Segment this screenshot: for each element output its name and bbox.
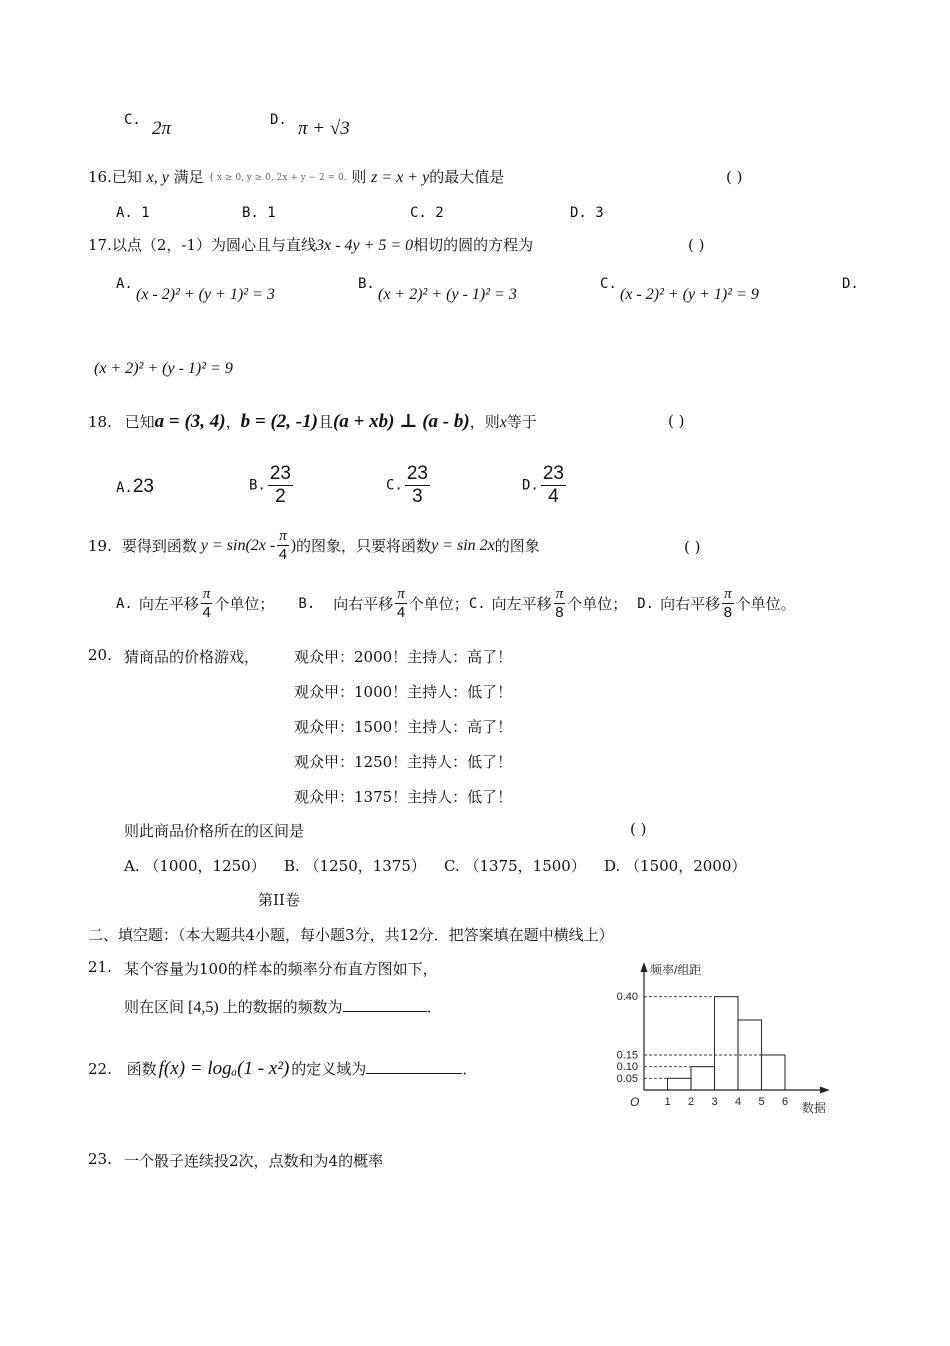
q18-x: x: [499, 414, 507, 431]
q18-label-b: B.: [249, 477, 266, 494]
q19-dir-d: 向右平移: [660, 595, 721, 613]
q17-label-a: A.: [116, 276, 133, 292]
q19-pi: π: [279, 528, 287, 544]
q19-number: 19.: [88, 536, 112, 555]
q19-label-b: B.: [298, 595, 316, 612]
q19-frac-c: [554, 586, 566, 621]
x-axis-arrow: [820, 1087, 830, 1094]
x-tick-label: 2: [687, 1096, 695, 1108]
q17-eq-d: (x + 2)² + (y - 1)² = 9: [94, 360, 233, 377]
q19-label-c: C.: [468, 595, 486, 612]
y-tick-label: 0.05: [616, 1072, 638, 1085]
y-tick-label: 0.15: [616, 1049, 638, 1062]
q23-text: 一个骰子连续投2次，点数和为4的概率: [124, 1152, 384, 1170]
q17-eq-b: (x + 2)² + (y - 1)² = 3: [378, 286, 517, 303]
q21-number: 21.: [88, 958, 112, 976]
q17-eq-a: (x - 2)² + (y + 1)² = 3: [136, 286, 275, 303]
q22-period: ．: [462, 1060, 478, 1078]
q22-line: [88, 1058, 477, 1080]
q21-line2-pre: 则在区间: [124, 998, 185, 1016]
q18-fraction-b: [268, 463, 293, 508]
q16-vars: x, y: [146, 169, 169, 186]
q19-dir-a: 向左平移: [138, 595, 199, 613]
q22-post: 的定义域为: [291, 1060, 367, 1078]
q20-number: 20.: [88, 646, 112, 664]
q18-option-d: [522, 463, 568, 508]
q17-stem-pre: 以点（2，-1）为圆心且与直线: [111, 236, 317, 254]
q18-paren: ( ): [668, 412, 685, 430]
q18-b-vec: b = (2, -1): [240, 411, 318, 432]
q18-condition: (a + xb) ⊥ (a - b): [332, 411, 470, 432]
x-tick-label: 5: [758, 1096, 765, 1108]
q20-paren: ( ): [630, 820, 647, 838]
q19-stem-pre: 要得到函数: [121, 537, 197, 555]
q19-den-a: 4: [202, 604, 211, 621]
q16-stem-then: 则: [351, 168, 367, 186]
q19-paren: ( ): [684, 538, 701, 556]
x-tick-label: 4: [734, 1096, 742, 1108]
q16-constraints: { x ≥ 0, y ≥ 0, 2x + y − 2 = 0.: [208, 173, 347, 183]
q18-post: 等于: [506, 413, 537, 431]
q20-dialog-5: 观众甲：1375！主持人：低了！: [294, 788, 513, 806]
q16-option-b: B. 1: [242, 205, 276, 221]
q19-unit-c: 个单位；: [567, 595, 628, 613]
x-tick-label: 6: [781, 1096, 789, 1108]
q18-numerator-c: 23: [406, 463, 428, 484]
q21-interval: [4,5): [188, 999, 219, 1016]
q19-frac-b: [395, 586, 407, 621]
q17-label-b: B.: [358, 276, 375, 292]
q18-numerator-b: 23: [269, 463, 291, 484]
q19-unit-d: 个单位。: [735, 595, 796, 613]
q19-frac-d: [722, 586, 734, 621]
q19-den-b: 4: [396, 604, 406, 621]
q19-stem: [88, 528, 540, 563]
q16-option-c: C. 2: [410, 205, 444, 221]
q20-option-c: C. （1375，1500）: [444, 857, 586, 875]
q18-option-a: [116, 476, 154, 498]
x-tick-label: 3: [711, 1096, 718, 1108]
q16-stem: [88, 166, 504, 187]
q21-line2: [124, 996, 442, 1017]
q23-number: 23.: [88, 1150, 112, 1168]
q18-label-c: C.: [386, 477, 403, 494]
q21-period: ．: [426, 998, 442, 1016]
q20-stem: 猜商品的价格游戏，: [124, 648, 260, 666]
q16-option-a: A. 1: [116, 205, 150, 221]
q20-option-d: D. （1500，2000）: [604, 857, 747, 875]
q20-dialog-2: 观众甲：1000！主持人：低了！: [294, 683, 513, 701]
q15-c-label: C.: [124, 112, 141, 128]
q17-stem-post: 相切的圆的方程为: [413, 236, 534, 254]
q18-denominator-c: 3: [412, 486, 423, 507]
q16-stem-post: 的最大值是: [429, 168, 505, 186]
q17-eq-c: (x - 2)² + (y + 1)² = 9: [620, 286, 759, 303]
q18-a-vec: a = (3, 4): [154, 411, 226, 432]
q20-question: 则此商品价格所在的区间是: [124, 822, 305, 840]
frequency-histogram: [600, 960, 850, 1130]
q18-fraction-c: [405, 463, 430, 508]
q20-option-a: A. （1000，1250）: [124, 857, 266, 875]
q18-value-a: 23: [132, 476, 154, 497]
q20-option-b: B. （1250，1375）: [284, 857, 426, 875]
q19-stem-mid: 的图象，只要将函数: [296, 537, 432, 555]
q16-stem-pre: 已知: [111, 168, 142, 186]
q18-denominator-b: 2: [275, 486, 286, 507]
q19-label-a: A.: [116, 595, 133, 612]
q18-then: ，则: [469, 413, 500, 431]
histogram-bar: [762, 1055, 786, 1090]
y-tick-label: 0.40: [616, 991, 638, 1004]
q19-dir-c: 向左平移: [491, 595, 552, 613]
q22-number: 22.: [88, 1060, 112, 1078]
q19-den-c: 8: [555, 604, 564, 621]
q19-stem-post: 的图象: [494, 537, 540, 555]
q19-label-d: D.: [637, 595, 655, 612]
q17-paren: ( ): [688, 236, 705, 254]
histogram-bar: [715, 997, 739, 1090]
q22-pre: 函数: [126, 1060, 157, 1078]
q17-label-d: D.: [842, 276, 859, 292]
q16-paren: ( ): [726, 168, 743, 186]
q18-number: 18.: [88, 413, 112, 431]
origin-label: O: [630, 1095, 640, 1109]
x-axis-label: 数据: [801, 1101, 826, 1115]
q19-fn2: y = sin 2x: [431, 536, 495, 554]
q19-dir-b: 向右平移: [333, 595, 394, 613]
q17-stem: [88, 234, 533, 255]
histogram-bar: [691, 1067, 715, 1090]
q16-option-d: D. 3: [570, 205, 604, 221]
q18-and: 且: [317, 413, 333, 431]
y-axis-label: 频率/组距: [650, 963, 702, 977]
x-tick-label: 1: [664, 1096, 671, 1108]
q21-line2-post: 上的数据的频数为: [222, 998, 343, 1016]
y-tick-label: 0.10: [616, 1061, 638, 1074]
q17-number: 17.: [88, 236, 112, 254]
q20-dialog-1: 观众甲：2000！主持人：高了！: [294, 648, 513, 666]
q19-unit-b: 个单位；: [408, 595, 469, 613]
part2-title: 第II卷: [258, 891, 300, 909]
q18-option-c: [386, 463, 432, 508]
q19-pi-c: π: [555, 586, 564, 602]
q17-label-c: C.: [600, 276, 617, 292]
q19-pi-a: π: [202, 586, 211, 602]
q19-fn1-pre: y = sin(2x -: [200, 536, 276, 554]
q19-pi-d: π: [724, 586, 732, 602]
q18-fraction-d: [541, 463, 566, 508]
q21-line1: 某个容量为100的样本的频率分布直方图如下，: [124, 960, 438, 978]
q19-frac-a: [201, 586, 213, 621]
q18-stem: [88, 410, 537, 433]
q18-label-d: D.: [522, 477, 539, 494]
section-fill-in-heading: 二、填空题：（本大题共4小题，每小题3分，共12分．把答案填在题中横线上）: [88, 926, 614, 944]
q18-denominator-d: 4: [548, 486, 559, 507]
q20-dialog-4: 观众甲：1250！主持人：低了！: [294, 753, 513, 771]
q21-answer-blank[interactable]: [343, 1011, 427, 1012]
q19-options: [116, 586, 796, 621]
histogram-bar: [668, 1078, 692, 1090]
y-axis-arrow: [641, 962, 648, 972]
q19-pi-b: π: [397, 586, 405, 602]
q19-four: 4: [278, 546, 288, 563]
q16-expr: z = x + y: [371, 169, 430, 186]
q19-pi-over-4: [277, 528, 289, 563]
q18-comma: ，: [225, 413, 241, 431]
q17-line: 3x - 4y + 5 = 0: [316, 237, 414, 254]
q22-answer-blank[interactable]: [366, 1073, 462, 1074]
q15-c-value: 2π: [152, 118, 172, 139]
q15-d-value: π + √3: [298, 118, 350, 139]
q18-stem-pre: 已知: [124, 413, 155, 431]
q19-unit-a: 个单位；: [214, 595, 275, 613]
q15-d-label: D.: [270, 112, 287, 128]
q22-function: f(x) = logₐ(1 - x²): [158, 1058, 290, 1079]
q18-option-b: [249, 463, 295, 508]
q20-dialog-3: 观众甲：1500！主持人：高了！: [294, 718, 513, 736]
q16-stem-mid: 满足: [173, 168, 204, 186]
q18-label-a: A.: [116, 480, 133, 496]
q19-fn1-post: ): [290, 536, 297, 554]
q19-den-d: 8: [723, 604, 733, 621]
q16-number: 16.: [88, 168, 112, 186]
q18-numerator-d: 23: [542, 463, 564, 484]
